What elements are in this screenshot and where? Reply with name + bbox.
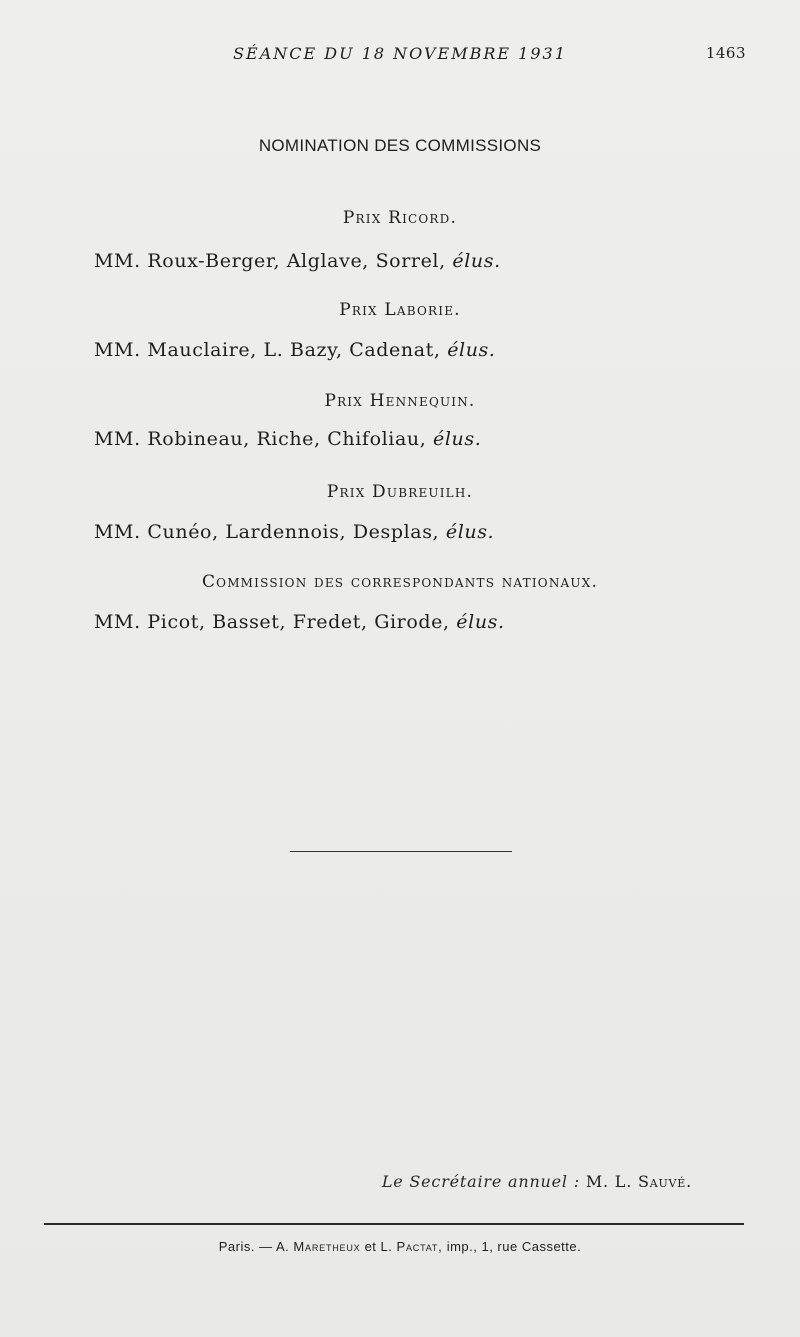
elus-label: élus. [447, 339, 496, 361]
members-line-dubreuilh [94, 521, 494, 543]
members-names: MM. Roux-Berger, Alglave, Sorrel, [94, 250, 446, 272]
imprint-printer-2: Pactat, [396, 1239, 443, 1254]
members-names: MM. Robineau, Riche, Chifoliau, [94, 428, 427, 450]
elus-label: élus. [456, 611, 505, 633]
signature-role: Le Secrétaire annuel : [381, 1172, 580, 1191]
imprint-conj: et L. [364, 1239, 393, 1254]
secretary-signature [382, 1172, 692, 1191]
members-names: MM. Mauclaire, L. Bazy, Cadenat, [94, 339, 441, 361]
members-names: MM. Picot, Basset, Fredet, Girode, [94, 611, 450, 633]
members-line-correspondants [94, 611, 505, 633]
printer-imprint [0, 1239, 800, 1254]
imprint-address: imp., 1, rue Cassette. [446, 1239, 582, 1254]
elus-label: élus. [433, 428, 482, 450]
signature-name: M. L. Sauvé. [585, 1172, 692, 1191]
commission-heading-correspondants: Commission des correspondants nationaux. [201, 572, 599, 592]
running-head [0, 44, 800, 66]
prize-heading-dubreuilh: Prix Dubreuilh. [326, 482, 474, 502]
prize-heading-ricord: Prix Ricord. [342, 208, 458, 228]
prize-heading-laborie: Prix Laborie. [339, 300, 461, 320]
members-line-hennequin [94, 428, 481, 450]
page-number: 1463 [705, 44, 746, 62]
prize-heading-hennequin: Prix Hennequin. [324, 391, 476, 411]
section-divider [290, 851, 512, 852]
members-line-laborie [94, 339, 496, 361]
elus-label: élus. [452, 250, 501, 272]
members-line-ricord [94, 250, 501, 272]
elus-label: élus. [445, 521, 495, 543]
running-title: SÉANCE DU 18 NOVEMBRE 1931 [233, 44, 567, 63]
members-names: MM. Cunéo, Lardennois, Desplas, [94, 521, 440, 543]
footer-rule [44, 1223, 744, 1225]
imprint-city: Paris. — A. [218, 1239, 290, 1254]
imprint-printer-1: Maretheux [293, 1239, 361, 1254]
main-title: NOMINATION DES COMMISSIONS [258, 136, 542, 155]
